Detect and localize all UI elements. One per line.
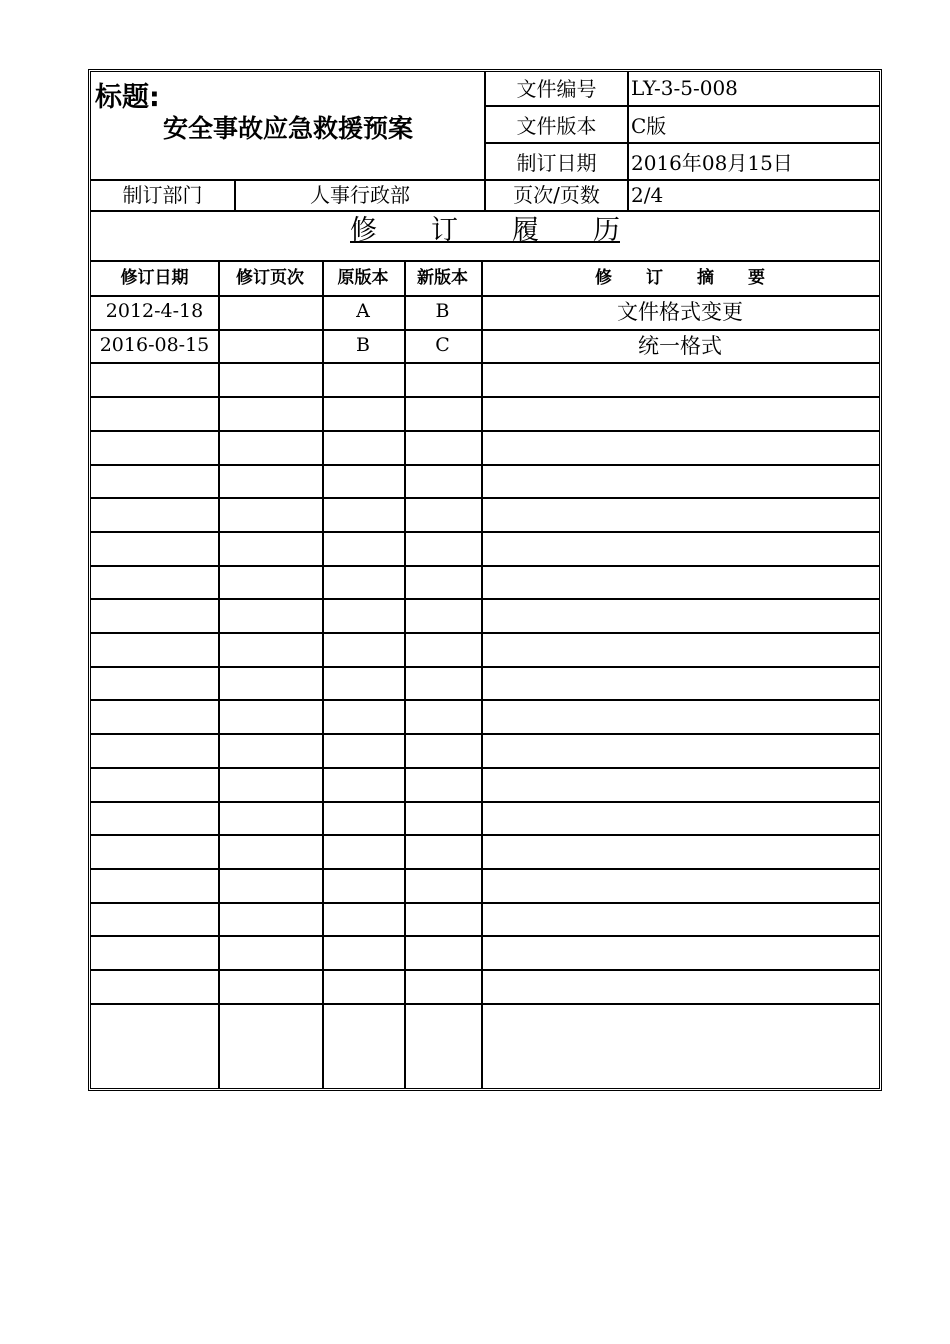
revision-history-title: 修 订 履 历 [350,215,620,246]
divider [484,105,879,107]
revision-date-cell: 2012-4-18 [105,300,204,322]
divider [627,72,629,210]
new-version-cell: C [435,333,450,356]
column-divider [404,260,406,1088]
version-label: 文件版本 [516,114,597,138]
row-divider [91,666,879,668]
revision-date-cell: 2016-08-15 [99,333,210,356]
dept-label: 制订部门 [122,183,203,207]
column-header: 修订日期 [120,268,189,288]
row-divider [91,531,879,533]
version-value: C版 [631,114,667,138]
old-version-cell: A [356,300,370,322]
row-divider [91,632,879,634]
doc-no-label: 文件编号 [516,77,597,101]
column-header: 新版本 [417,268,468,288]
row-divider [91,733,879,735]
page-title: 安全事故应急救援预案 [162,114,413,143]
divider [91,179,879,181]
column-divider [481,260,483,1088]
row-divider [91,598,879,600]
new-version-cell: B [435,300,450,322]
row-divider [91,935,879,937]
row-divider [91,1003,879,1005]
title-label: 标题: [95,82,160,113]
row-divider [91,699,879,701]
doc-no-value: LY-3-5-008 [631,76,738,100]
row-divider [91,565,879,567]
divider [91,210,879,212]
row-divider [91,969,879,971]
date-value: 2016年08月15日 [631,151,793,175]
divider [484,142,879,144]
row-divider [91,834,879,836]
dept-value: 人事行政部 [310,183,410,207]
row-divider [91,902,879,904]
old-version-cell: B [356,333,370,356]
column-header: 修 订 摘 要 [595,268,765,288]
row-divider [91,801,879,803]
date-label: 制订日期 [516,151,597,175]
column-header: 修订页次 [236,268,304,288]
header-divider [91,295,879,297]
page-label: 页次/页数 [513,183,600,207]
row-divider [91,396,879,398]
revision-summary-cell: 统一格式 [638,333,722,358]
column-divider [322,260,324,1088]
document-form [88,69,882,1091]
row-divider [91,497,879,499]
revision-summary-cell: 文件格式变更 [617,300,743,324]
column-divider [218,260,220,1088]
row-divider [91,464,879,466]
row-divider [91,362,879,364]
column-header: 原版本 [337,268,389,288]
row-divider [91,868,879,870]
divider [91,260,879,262]
page-value: 2/4 [631,183,664,207]
row-divider [91,767,879,769]
row-divider [91,329,879,331]
row-divider [91,430,879,432]
